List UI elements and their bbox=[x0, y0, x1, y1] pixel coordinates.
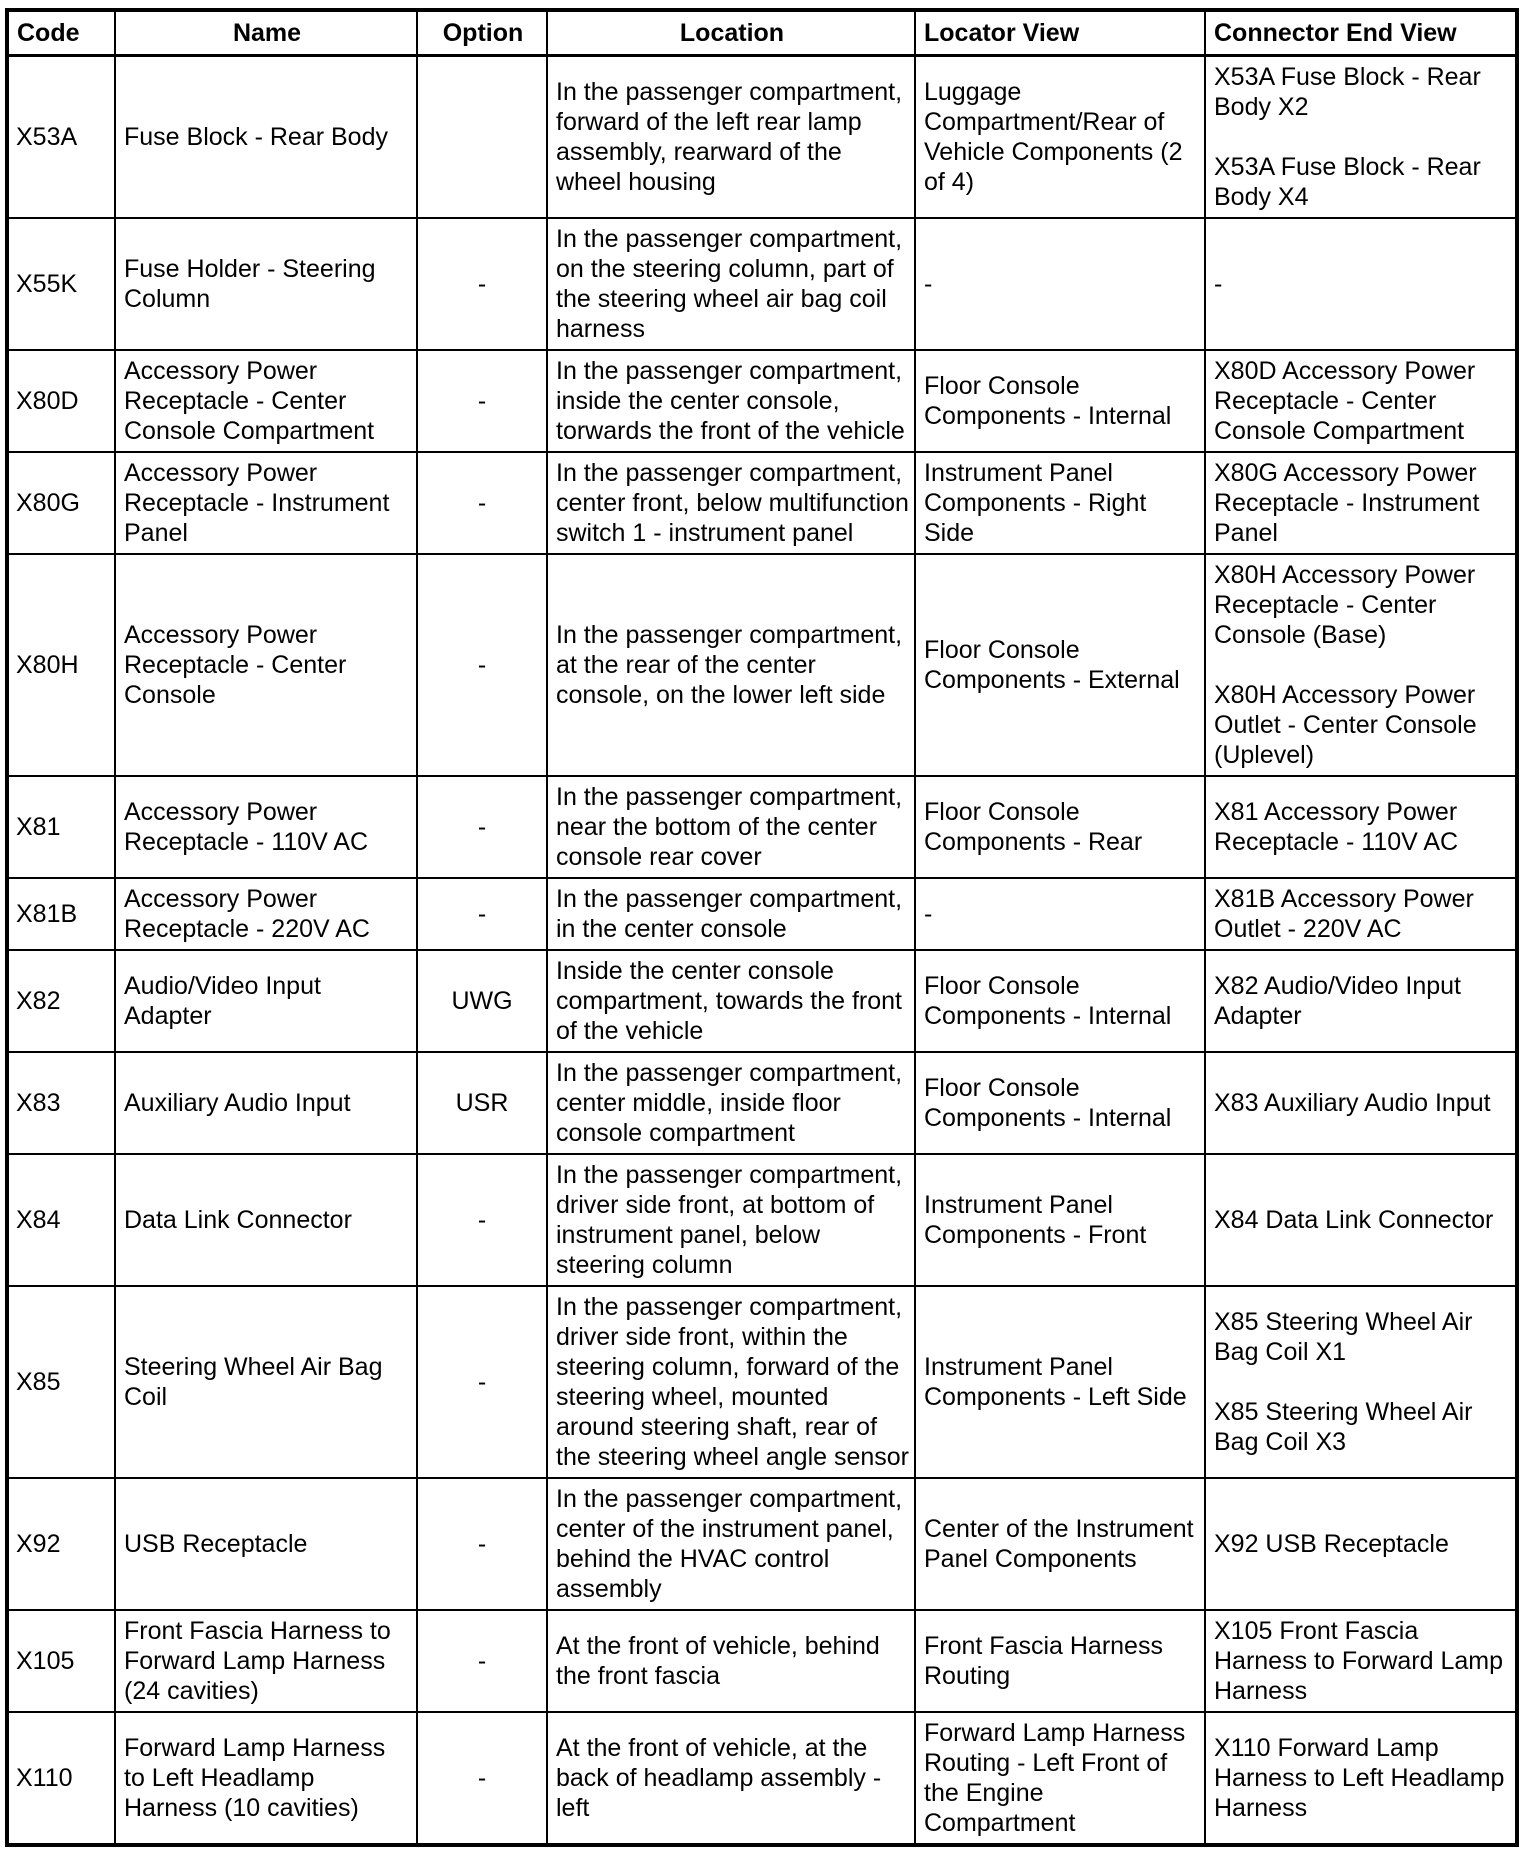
cell-code: X92 bbox=[7, 1478, 115, 1610]
cell-location: In the passenger compartment, center of the instrument panel, behind the HVAC control assembly bbox=[547, 1478, 915, 1610]
cell-location: In the passenger compartment, driver side front, within the steering column, forward of the steering wheel, mounted around steering shaft, rear of the steering wheel angle sensor bbox=[547, 1286, 915, 1478]
cell-option: - bbox=[417, 776, 547, 878]
header-option: Option bbox=[417, 10, 547, 56]
cell-locator-view: Floor Console Components - External bbox=[915, 554, 1205, 776]
table-row bbox=[7, 1712, 1517, 1845]
cell-locator-view: Floor Console Components - Internal bbox=[915, 1052, 1205, 1154]
cell-location: In the passenger compartment, on the steering column, part of the steering wheel air bag coil harness bbox=[547, 218, 915, 350]
cell-name: Forward Lamp Harness to Left Headlamp Harness (10 cavities) bbox=[115, 1712, 417, 1845]
cell-option: - bbox=[417, 218, 547, 350]
cell-location: At the front of vehicle, at the back of headlamp assembly - left bbox=[547, 1712, 915, 1845]
cell-name: Accessory Power Receptacle - Center Console bbox=[115, 554, 417, 776]
cell-locator-view: Center of the Instrument Panel Components bbox=[915, 1478, 1205, 1610]
table-row bbox=[7, 56, 1517, 219]
cell-option: UWG bbox=[417, 950, 547, 1052]
cell-code: X82 bbox=[7, 950, 115, 1052]
connector-entry: X80H Accessory Power Outlet - Center Console (Uplevel) bbox=[1214, 681, 1477, 769]
cell-option: - bbox=[417, 1610, 547, 1712]
cell-name: Accessory Power Receptacle - Center Console Compartment bbox=[115, 350, 417, 452]
cell-name: Front Fascia Harness to Forward Lamp Harness (24 cavities) bbox=[115, 1610, 417, 1712]
cell-locator-view: Luggage Compartment/Rear of Vehicle Components (2 of 4) bbox=[915, 56, 1205, 219]
table-row bbox=[7, 950, 1517, 1052]
cell-option: USR bbox=[417, 1052, 547, 1154]
table-row bbox=[7, 1478, 1517, 1610]
connector-entry: X92 USB Receptacle bbox=[1214, 1530, 1449, 1558]
cell-name: Data Link Connector bbox=[115, 1154, 417, 1286]
cell-locator-view: Floor Console Components - Internal bbox=[915, 950, 1205, 1052]
cell-connector-end-view bbox=[1205, 452, 1517, 554]
header-location: Location bbox=[547, 10, 915, 56]
header-name: Name bbox=[115, 10, 417, 56]
cell-name: Fuse Holder - Steering Column bbox=[115, 218, 417, 350]
cell-name: Accessory Power Receptacle - 110V AC bbox=[115, 776, 417, 878]
cell-name: Audio/Video Input Adapter bbox=[115, 950, 417, 1052]
cell-location: In the passenger compartment, driver side front, at bottom of instrument panel, below steering column bbox=[547, 1154, 915, 1286]
cell-locator-view: Front Fascia Harness Routing bbox=[915, 1610, 1205, 1712]
table-row bbox=[7, 1610, 1517, 1712]
table-row bbox=[7, 218, 1517, 350]
cell-connector-end-view bbox=[1205, 350, 1517, 452]
connector-entry: X80D Accessory Power Receptacle - Center Console Compartment bbox=[1214, 357, 1476, 445]
cell-option: - bbox=[417, 1154, 547, 1286]
cell-option: - bbox=[417, 1712, 547, 1845]
cell-name: USB Receptacle bbox=[115, 1478, 417, 1610]
table-row bbox=[7, 554, 1517, 776]
cell-connector-end-view bbox=[1205, 218, 1517, 350]
cell-locator-view: Forward Lamp Harness Routing - Left Front of the Engine Compartment bbox=[915, 1712, 1205, 1845]
cell-code: X83 bbox=[7, 1052, 115, 1154]
cell-option: - bbox=[417, 554, 547, 776]
connector-entry: X82 Audio/Video Input Adapter bbox=[1214, 972, 1461, 1030]
cell-connector-end-view bbox=[1205, 1712, 1517, 1845]
cell-option: - bbox=[417, 350, 547, 452]
cell-location: In the passenger compartment, at the rear of the center console, on the lower left side bbox=[547, 554, 915, 776]
table-row bbox=[7, 1154, 1517, 1286]
connector-entry: X81 Accessory Power Receptacle - 110V AC bbox=[1214, 798, 1459, 856]
cell-location: In the passenger compartment, center middle, inside floor console compartment bbox=[547, 1052, 915, 1154]
cell-connector-end-view bbox=[1205, 56, 1517, 219]
cell-option: - bbox=[417, 1478, 547, 1610]
connector-entry: X80G Accessory Power Receptacle - Instrument Panel bbox=[1214, 459, 1480, 547]
connector-entry: X85 Steering Wheel Air Bag Coil X3 bbox=[1214, 1398, 1473, 1456]
cell-code: X81 bbox=[7, 776, 115, 878]
table-header bbox=[7, 10, 1517, 56]
connector-entry: X110 Forward Lamp Harness to Left Headlamp Harness bbox=[1214, 1734, 1505, 1822]
cell-option: - bbox=[417, 878, 547, 950]
cell-connector-end-view bbox=[1205, 554, 1517, 776]
cell-connector-end-view bbox=[1205, 776, 1517, 878]
header-connector-end-view: Connector End View bbox=[1205, 10, 1517, 56]
table-row bbox=[7, 452, 1517, 554]
cell-code: X110 bbox=[7, 1712, 115, 1845]
header-locator-view: Locator View bbox=[915, 10, 1205, 56]
cell-locator-view: Floor Console Components - Rear bbox=[915, 776, 1205, 878]
cell-connector-end-view bbox=[1205, 1286, 1517, 1478]
table-row bbox=[7, 350, 1517, 452]
cell-locator-view: Instrument Panel Components - Front bbox=[915, 1154, 1205, 1286]
cell-code: X81B bbox=[7, 878, 115, 950]
cell-code: X53A bbox=[7, 56, 115, 219]
cell-name: Accessory Power Receptacle - Instrument Panel bbox=[115, 452, 417, 554]
cell-connector-end-view bbox=[1205, 1610, 1517, 1712]
cell-code: X105 bbox=[7, 1610, 115, 1712]
cell-connector-end-view bbox=[1205, 1154, 1517, 1286]
cell-location: Inside the center console compartment, towards the front of the vehicle bbox=[547, 950, 915, 1052]
cell-locator-view: Instrument Panel Components - Left Side bbox=[915, 1286, 1205, 1478]
cell-location: In the passenger compartment, in the center console bbox=[547, 878, 915, 950]
header-code: Code bbox=[7, 10, 115, 56]
cell-locator-view: Instrument Panel Components - Right Side bbox=[915, 452, 1205, 554]
cell-name: Auxiliary Audio Input bbox=[115, 1052, 417, 1154]
table-body bbox=[7, 56, 1517, 1846]
connector-entry: X53A Fuse Block - Rear Body X4 bbox=[1214, 153, 1481, 211]
connector-entry: X85 Steering Wheel Air Bag Coil X1 bbox=[1214, 1308, 1473, 1366]
cell-locator-view: - bbox=[915, 878, 1205, 950]
connector-entry: X105 Front Fascia Harness to Forward Lamp Harness bbox=[1214, 1617, 1504, 1705]
cell-code: X84 bbox=[7, 1154, 115, 1286]
connector-entry: X53A Fuse Block - Rear Body X2 bbox=[1214, 63, 1481, 121]
cell-name: Fuse Block - Rear Body bbox=[115, 56, 417, 219]
connector-entry: X81B Accessory Power Outlet - 220V AC bbox=[1214, 885, 1474, 943]
header-row bbox=[7, 10, 1517, 56]
cell-location: At the front of vehicle, behind the front fascia bbox=[547, 1610, 915, 1712]
cell-option bbox=[417, 56, 547, 219]
table-row bbox=[7, 1286, 1517, 1478]
cell-locator-view: Floor Console Components - Internal bbox=[915, 350, 1205, 452]
connector-entry: - bbox=[1214, 270, 1223, 298]
table-row bbox=[7, 878, 1517, 950]
cell-option: - bbox=[417, 452, 547, 554]
cell-connector-end-view bbox=[1205, 878, 1517, 950]
cell-connector-end-view bbox=[1205, 1052, 1517, 1154]
cell-name: Accessory Power Receptacle - 220V AC bbox=[115, 878, 417, 950]
cell-code: X80G bbox=[7, 452, 115, 554]
cell-code: X80H bbox=[7, 554, 115, 776]
cell-code: X85 bbox=[7, 1286, 115, 1478]
cell-code: X55K bbox=[7, 218, 115, 350]
cell-code: X80D bbox=[7, 350, 115, 452]
connector-location-table bbox=[5, 8, 1519, 1847]
table-row bbox=[7, 1052, 1517, 1154]
cell-location: In the passenger compartment, inside the center console, torwards the front of the vehicle bbox=[547, 350, 915, 452]
cell-location: In the passenger compartment, center front, below multifunction switch 1 - instrument panel bbox=[547, 452, 915, 554]
cell-locator-view: - bbox=[915, 218, 1205, 350]
cell-option: - bbox=[417, 1286, 547, 1478]
connector-entry: X83 Auxiliary Audio Input bbox=[1214, 1089, 1491, 1117]
cell-name: Steering Wheel Air Bag Coil bbox=[115, 1286, 417, 1478]
connector-entry: X84 Data Link Connector bbox=[1214, 1206, 1494, 1234]
cell-location: In the passenger compartment, near the bottom of the center console rear cover bbox=[547, 776, 915, 878]
cell-connector-end-view bbox=[1205, 950, 1517, 1052]
connector-entry: X80H Accessory Power Receptacle - Center Console (Base) bbox=[1214, 561, 1476, 649]
cell-location: In the passenger compartment, forward of the left rear lamp assembly, rearward of the wheel housing bbox=[547, 56, 915, 219]
table-row bbox=[7, 776, 1517, 878]
cell-connector-end-view bbox=[1205, 1478, 1517, 1610]
